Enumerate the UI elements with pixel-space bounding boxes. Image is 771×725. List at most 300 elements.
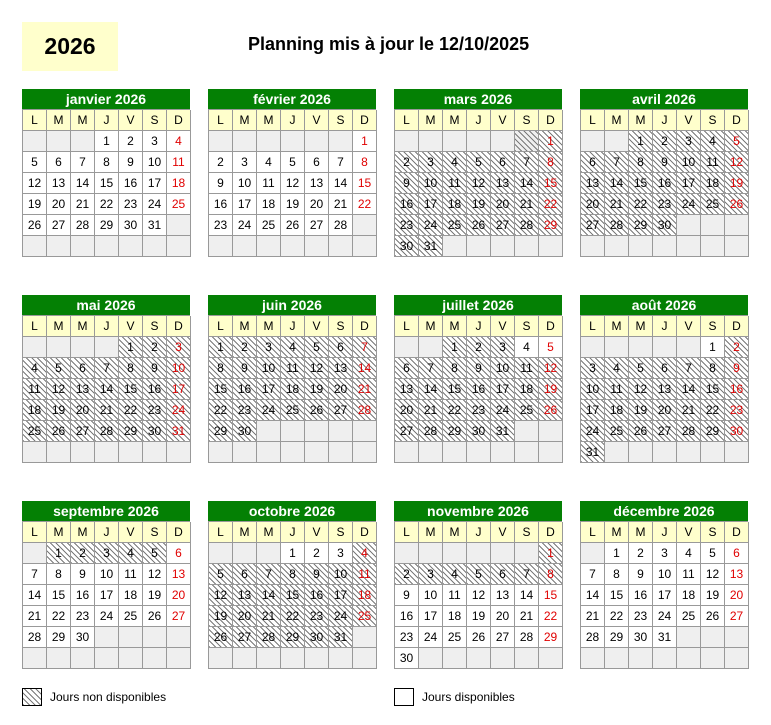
day-cell: 28: [329, 215, 353, 236]
day-cell: 4: [443, 152, 467, 173]
day-cell: 28: [419, 421, 443, 442]
empty-day-cell: [491, 442, 515, 463]
weekday-header: M: [443, 110, 467, 131]
day-cell: 5: [23, 152, 47, 173]
day-cell: 7: [515, 152, 539, 173]
day-cell: 2: [725, 337, 749, 358]
weekday-header: S: [701, 316, 725, 337]
empty-day-cell: [47, 236, 71, 257]
empty-day-cell: [701, 627, 725, 648]
day-cell: 13: [233, 585, 257, 606]
day-cell: 17: [233, 194, 257, 215]
day-cell: 17: [257, 379, 281, 400]
day-cell: 21: [71, 194, 95, 215]
blank-swatch: [394, 688, 414, 706]
day-cell: 12: [281, 173, 305, 194]
empty-day-cell: [725, 648, 749, 669]
day-cell: 12: [305, 358, 329, 379]
empty-day-cell: [515, 648, 539, 669]
day-cell: 29: [281, 627, 305, 648]
day-cell: 23: [305, 606, 329, 627]
weekday-header: L: [23, 110, 47, 131]
day-cell: 27: [233, 627, 257, 648]
weekday-header: D: [167, 522, 191, 543]
day-cell: 27: [395, 421, 419, 442]
empty-day-cell: [209, 543, 233, 564]
day-cell: 15: [119, 379, 143, 400]
empty-day-cell: [443, 648, 467, 669]
day-cell: 13: [491, 585, 515, 606]
day-cell: 29: [701, 421, 725, 442]
empty-day-cell: [281, 131, 305, 152]
empty-day-cell: [71, 442, 95, 463]
day-cell: 8: [95, 152, 119, 173]
day-cell: 29: [443, 421, 467, 442]
day-cell: 25: [515, 400, 539, 421]
weekday-header: L: [581, 522, 605, 543]
month-header: septembre 2026: [22, 501, 190, 521]
empty-day-cell: [329, 236, 353, 257]
day-cell: 10: [491, 358, 515, 379]
day-cell: 24: [143, 194, 167, 215]
month-header: avril 2026: [580, 89, 748, 109]
day-cell: 11: [443, 173, 467, 194]
month-header: février 2026: [208, 89, 376, 109]
day-cell: 23: [725, 400, 749, 421]
day-cell: 7: [353, 337, 377, 358]
day-cell: 11: [167, 152, 191, 173]
day-cell: 4: [677, 543, 701, 564]
day-cell: 20: [581, 194, 605, 215]
day-cell: 14: [581, 585, 605, 606]
day-cell: 20: [167, 585, 191, 606]
empty-day-cell: [143, 648, 167, 669]
day-cell: 13: [167, 564, 191, 585]
day-cell: 10: [143, 152, 167, 173]
day-cell: 21: [581, 606, 605, 627]
day-cell: 2: [143, 337, 167, 358]
day-cell: 6: [233, 564, 257, 585]
empty-day-cell: [701, 236, 725, 257]
day-cell: 8: [539, 564, 563, 585]
day-cell: 17: [329, 585, 353, 606]
empty-day-cell: [443, 442, 467, 463]
day-cell: 15: [353, 173, 377, 194]
month-calendar: [22, 501, 190, 669]
empty-day-cell: [233, 442, 257, 463]
day-cell: 26: [629, 421, 653, 442]
weekday-header: J: [653, 522, 677, 543]
empty-day-cell: [725, 215, 749, 236]
day-cell: 24: [329, 606, 353, 627]
empty-day-cell: [23, 543, 47, 564]
day-cell: 21: [23, 606, 47, 627]
empty-day-cell: [491, 648, 515, 669]
day-cell: 3: [329, 543, 353, 564]
empty-day-cell: [515, 442, 539, 463]
day-cell: 18: [701, 173, 725, 194]
month-calendar: [394, 89, 562, 257]
empty-day-cell: [305, 236, 329, 257]
day-cell: 16: [629, 585, 653, 606]
day-cell: 30: [395, 648, 419, 669]
day-cell: 24: [581, 421, 605, 442]
legend-available: [394, 688, 515, 706]
empty-day-cell: [467, 236, 491, 257]
day-cell: 29: [539, 215, 563, 236]
day-cell: 25: [281, 400, 305, 421]
month-days-grid: [580, 109, 748, 257]
day-cell: 4: [257, 152, 281, 173]
day-cell: 27: [725, 606, 749, 627]
empty-day-cell: [629, 648, 653, 669]
day-cell: 4: [23, 358, 47, 379]
empty-day-cell: [581, 543, 605, 564]
day-cell: 23: [233, 400, 257, 421]
day-cell: 6: [395, 358, 419, 379]
weekday-header: M: [257, 110, 281, 131]
day-cell: 22: [281, 606, 305, 627]
month-calendar: [394, 295, 562, 463]
day-cell: 19: [281, 194, 305, 215]
weekday-header: M: [47, 522, 71, 543]
empty-day-cell: [725, 236, 749, 257]
day-cell: 6: [167, 543, 191, 564]
day-cell: 17: [167, 379, 191, 400]
day-cell: 14: [515, 585, 539, 606]
empty-day-cell: [515, 421, 539, 442]
day-cell: 18: [167, 173, 191, 194]
day-cell: 18: [353, 585, 377, 606]
empty-day-cell: [395, 131, 419, 152]
empty-day-cell: [119, 648, 143, 669]
day-cell: 21: [329, 194, 353, 215]
day-cell: 28: [605, 215, 629, 236]
day-cell: 11: [119, 564, 143, 585]
day-cell: 22: [119, 400, 143, 421]
day-cell: 11: [701, 152, 725, 173]
empty-day-cell: [443, 131, 467, 152]
day-cell: 26: [209, 627, 233, 648]
day-cell: 4: [443, 564, 467, 585]
empty-day-cell: [167, 627, 191, 648]
weekday-header: V: [677, 522, 701, 543]
day-cell: 1: [119, 337, 143, 358]
day-cell: 19: [47, 400, 71, 421]
empty-day-cell: [281, 442, 305, 463]
empty-day-cell: [95, 337, 119, 358]
empty-day-cell: [443, 543, 467, 564]
day-cell: 14: [95, 379, 119, 400]
month-header: juin 2026: [208, 295, 376, 315]
day-cell: 26: [467, 215, 491, 236]
hatched-swatch: [22, 688, 42, 706]
legend-available-label: Jours disponibles: [422, 690, 515, 704]
day-cell: 18: [281, 379, 305, 400]
empty-day-cell: [515, 131, 539, 152]
day-cell: 3: [419, 152, 443, 173]
day-cell: 8: [629, 152, 653, 173]
day-cell: 4: [515, 337, 539, 358]
day-cell: 4: [281, 337, 305, 358]
day-cell: 9: [119, 152, 143, 173]
weekday-header: M: [629, 316, 653, 337]
day-cell: 5: [281, 152, 305, 173]
day-cell: 2: [119, 131, 143, 152]
legend-unavailable: [22, 688, 166, 706]
day-cell: 30: [119, 215, 143, 236]
empty-day-cell: [701, 648, 725, 669]
empty-day-cell: [419, 543, 443, 564]
weekday-header: L: [395, 316, 419, 337]
day-cell: 13: [71, 379, 95, 400]
weekday-header: L: [209, 316, 233, 337]
day-cell: 24: [257, 400, 281, 421]
day-cell: 30: [725, 421, 749, 442]
empty-day-cell: [395, 337, 419, 358]
weekday-header: J: [467, 522, 491, 543]
empty-day-cell: [677, 627, 701, 648]
day-cell: 6: [653, 358, 677, 379]
day-cell: 21: [419, 400, 443, 421]
empty-day-cell: [677, 215, 701, 236]
day-cell: 6: [581, 152, 605, 173]
day-cell: 5: [209, 564, 233, 585]
month-calendar: [208, 89, 376, 257]
day-cell: 5: [629, 358, 653, 379]
day-cell: 20: [491, 194, 515, 215]
empty-day-cell: [233, 131, 257, 152]
day-cell: 25: [701, 194, 725, 215]
day-cell: 9: [467, 358, 491, 379]
weekday-header: D: [725, 110, 749, 131]
day-cell: 1: [209, 337, 233, 358]
day-cell: 7: [605, 152, 629, 173]
month-calendar: [580, 89, 748, 257]
day-cell: 16: [143, 379, 167, 400]
day-cell: 18: [257, 194, 281, 215]
day-cell: 25: [443, 627, 467, 648]
empty-day-cell: [233, 543, 257, 564]
day-cell: 1: [95, 131, 119, 152]
day-cell: 10: [419, 585, 443, 606]
weekday-header: J: [281, 316, 305, 337]
weekday-header: V: [119, 316, 143, 337]
day-cell: 27: [47, 215, 71, 236]
weekday-header: D: [167, 316, 191, 337]
day-cell: 28: [353, 400, 377, 421]
day-cell: 14: [605, 173, 629, 194]
weekday-header: M: [629, 522, 653, 543]
day-cell: 16: [209, 194, 233, 215]
weekday-header: S: [701, 522, 725, 543]
empty-day-cell: [605, 648, 629, 669]
empty-day-cell: [233, 648, 257, 669]
weekday-header: J: [95, 316, 119, 337]
day-cell: 9: [629, 564, 653, 585]
day-cell: 29: [629, 215, 653, 236]
empty-day-cell: [581, 648, 605, 669]
weekday-header: L: [581, 110, 605, 131]
weekday-header: M: [47, 316, 71, 337]
month-header: août 2026: [580, 295, 748, 315]
day-cell: 21: [515, 606, 539, 627]
empty-day-cell: [257, 543, 281, 564]
empty-day-cell: [209, 131, 233, 152]
day-cell: 3: [677, 131, 701, 152]
month-header: octobre 2026: [208, 501, 376, 521]
day-cell: 10: [677, 152, 701, 173]
day-cell: 1: [47, 543, 71, 564]
day-cell: 9: [725, 358, 749, 379]
weekday-header: M: [257, 316, 281, 337]
month-days-grid: [580, 315, 748, 463]
day-cell: 1: [605, 543, 629, 564]
month-calendar: [394, 501, 562, 669]
day-cell: 2: [629, 543, 653, 564]
empty-day-cell: [353, 215, 377, 236]
day-cell: 7: [581, 564, 605, 585]
weekday-header: M: [443, 316, 467, 337]
month-days-grid: [394, 109, 562, 257]
day-cell: 31: [581, 442, 605, 463]
day-cell: 3: [581, 358, 605, 379]
day-cell: 23: [395, 627, 419, 648]
day-cell: 12: [701, 564, 725, 585]
empty-day-cell: [23, 442, 47, 463]
month-calendar: [208, 501, 376, 669]
empty-day-cell: [305, 131, 329, 152]
day-cell: 19: [725, 173, 749, 194]
weekday-header: V: [119, 110, 143, 131]
day-cell: 9: [653, 152, 677, 173]
day-cell: 2: [209, 152, 233, 173]
empty-day-cell: [581, 131, 605, 152]
empty-day-cell: [95, 648, 119, 669]
empty-day-cell: [581, 337, 605, 358]
weekday-header: S: [515, 110, 539, 131]
day-cell: 10: [95, 564, 119, 585]
day-cell: 6: [71, 358, 95, 379]
day-cell: 12: [539, 358, 563, 379]
day-cell: 15: [443, 379, 467, 400]
day-cell: 21: [95, 400, 119, 421]
day-cell: 18: [605, 400, 629, 421]
empty-day-cell: [209, 236, 233, 257]
day-cell: 22: [443, 400, 467, 421]
day-cell: 11: [281, 358, 305, 379]
day-cell: 10: [329, 564, 353, 585]
empty-day-cell: [419, 131, 443, 152]
day-cell: 29: [605, 627, 629, 648]
empty-day-cell: [143, 442, 167, 463]
month-header: décembre 2026: [580, 501, 748, 521]
weekday-header: J: [653, 316, 677, 337]
month-header: juillet 2026: [394, 295, 562, 315]
weekday-header: M: [605, 522, 629, 543]
day-cell: 27: [167, 606, 191, 627]
weekday-header: V: [677, 110, 701, 131]
empty-day-cell: [653, 442, 677, 463]
month-header: mars 2026: [394, 89, 562, 109]
empty-day-cell: [71, 648, 95, 669]
weekday-header: L: [395, 110, 419, 131]
day-cell: 28: [515, 215, 539, 236]
day-cell: 22: [209, 400, 233, 421]
day-cell: 11: [353, 564, 377, 585]
empty-day-cell: [467, 543, 491, 564]
day-cell: 25: [605, 421, 629, 442]
weekday-header: M: [233, 316, 257, 337]
day-cell: 15: [539, 585, 563, 606]
day-cell: 30: [629, 627, 653, 648]
empty-day-cell: [653, 648, 677, 669]
day-cell: 4: [701, 131, 725, 152]
day-cell: 4: [119, 543, 143, 564]
empty-day-cell: [467, 648, 491, 669]
weekday-header: M: [605, 110, 629, 131]
day-cell: 25: [677, 606, 701, 627]
month-calendar: [580, 501, 748, 669]
weekday-header: D: [725, 316, 749, 337]
month-calendar: [580, 295, 748, 463]
day-cell: 12: [467, 585, 491, 606]
weekday-header: S: [143, 110, 167, 131]
day-cell: 1: [353, 131, 377, 152]
empty-day-cell: [23, 131, 47, 152]
day-cell: 3: [233, 152, 257, 173]
day-cell: 13: [581, 173, 605, 194]
empty-day-cell: [329, 421, 353, 442]
day-cell: 17: [95, 585, 119, 606]
day-cell: 14: [257, 585, 281, 606]
day-cell: 16: [119, 173, 143, 194]
day-cell: 7: [23, 564, 47, 585]
day-cell: 8: [701, 358, 725, 379]
empty-day-cell: [305, 442, 329, 463]
day-cell: 31: [167, 421, 191, 442]
day-cell: 7: [95, 358, 119, 379]
empty-day-cell: [143, 236, 167, 257]
day-cell: 8: [353, 152, 377, 173]
weekday-header: S: [329, 316, 353, 337]
empty-day-cell: [539, 421, 563, 442]
weekday-header: D: [539, 110, 563, 131]
day-cell: 15: [605, 585, 629, 606]
day-cell: 29: [209, 421, 233, 442]
day-cell: 26: [143, 606, 167, 627]
day-cell: 3: [95, 543, 119, 564]
empty-day-cell: [629, 442, 653, 463]
weekday-header: V: [305, 522, 329, 543]
day-cell: 18: [443, 194, 467, 215]
day-cell: 8: [47, 564, 71, 585]
weekday-header: J: [467, 110, 491, 131]
day-cell: 21: [677, 400, 701, 421]
day-cell: 17: [581, 400, 605, 421]
day-cell: 25: [119, 606, 143, 627]
day-cell: 27: [71, 421, 95, 442]
day-cell: 15: [209, 379, 233, 400]
empty-day-cell: [677, 236, 701, 257]
empty-day-cell: [677, 337, 701, 358]
day-cell: 12: [467, 173, 491, 194]
day-cell: 27: [653, 421, 677, 442]
empty-day-cell: [95, 627, 119, 648]
empty-day-cell: [419, 442, 443, 463]
day-cell: 28: [677, 421, 701, 442]
day-cell: 16: [233, 379, 257, 400]
